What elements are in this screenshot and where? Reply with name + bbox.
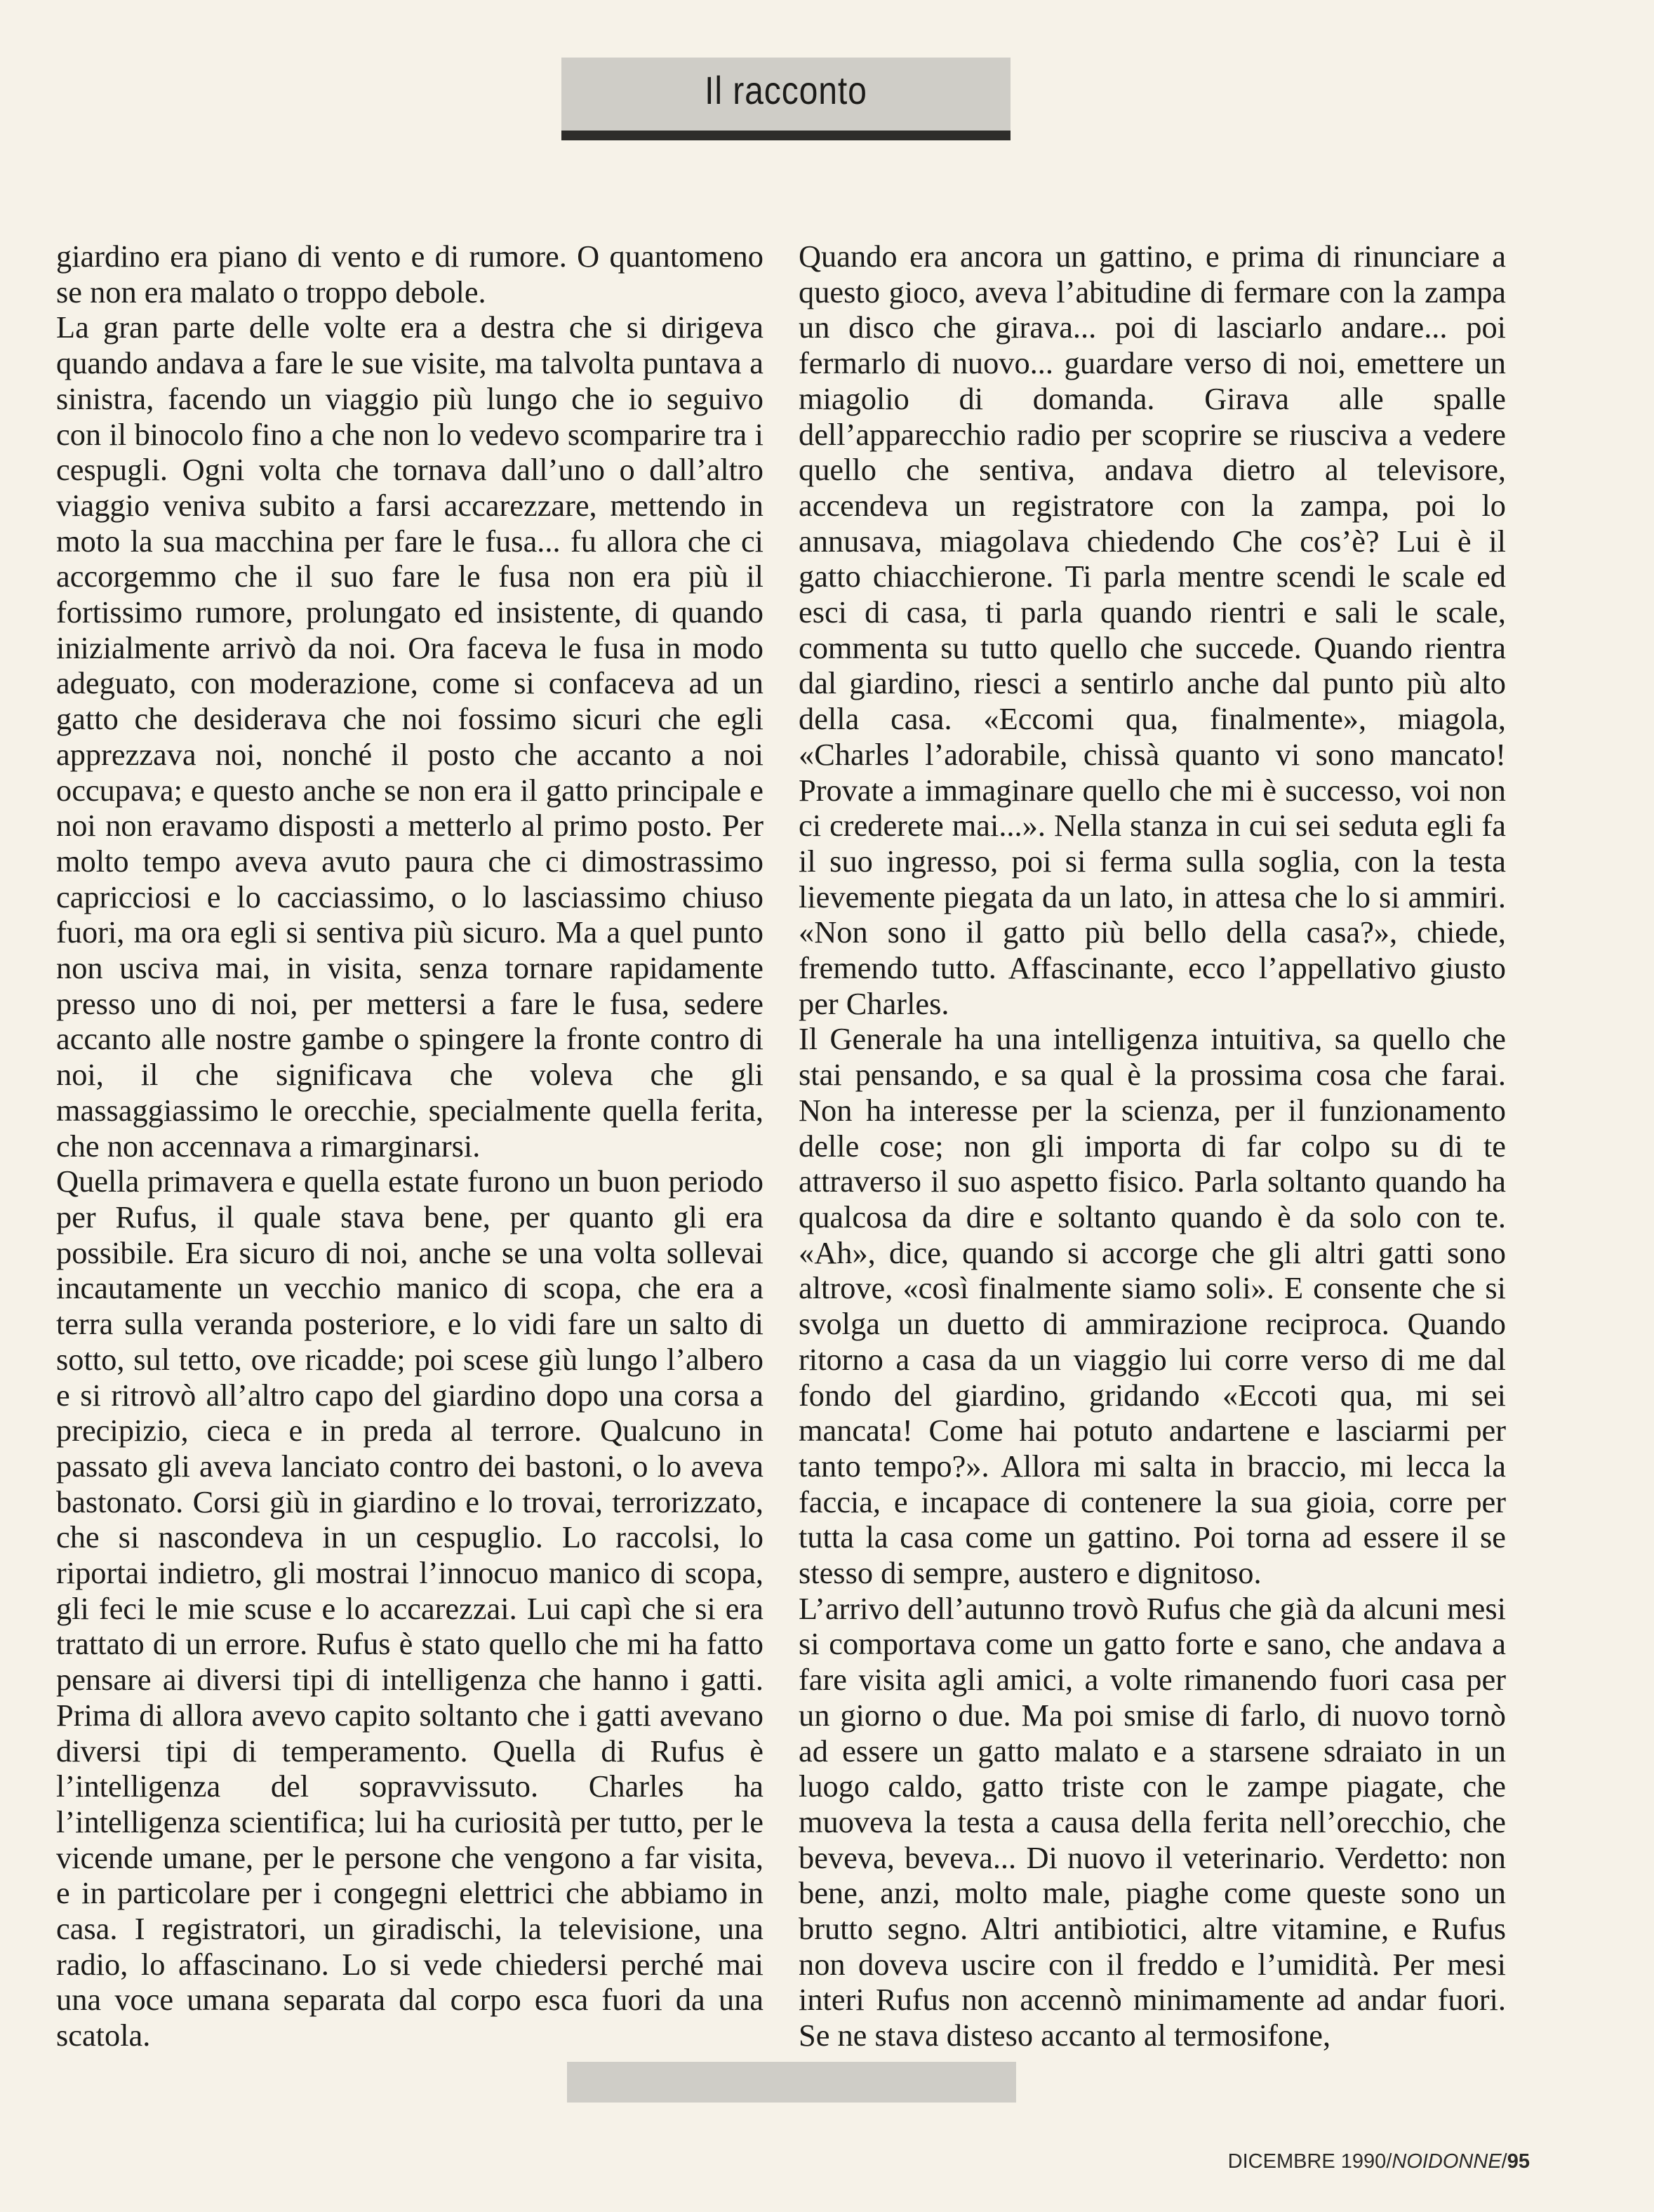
page-number: 95 (1507, 2150, 1530, 2173)
paragraph: Quando era ancora un gattino, e prima di rinunciare a questo gioco, aveva l’abitudine di fermare con la zampa un disco che girava... poi di lasciarlo andare... poi fermarlo di nuovo... guardare verso di noi, emettere un miagolio di domanda. Girava alle spalle dell’apparecchio radio per scoprire se riusciva a vedere quello che sentiva, andava dietro al televisore, accendeva un registratore con la zampa, poi lo annusava, miagolava chiedendo Che cos’è? Lui è il gatto chiacchierone. Ti parla mentre scendi le scale ed esci di casa, ti parla quando rientri e sali le scale, commenta su tutto quello che succede. Quando rientra dal giardino, riesci a sentirlo anche dal punto più alto della casa. «Eccomi qua, finalmente», miagola, «Charles l’adorabile, chissà quanto vi sono mancato! Provate a immaginare quello che mi è successo, voi non ci crederete mai...». Nella stanza in cui sei seduta egli fa il suo ingresso, poi si ferma sulla soglia, con la testa lievemente piegata da un lato, in attesa che lo si ammiri. «Non sono il gatto più bello della casa?», chiede, fremendo tutto. Affascinante, ecco l’appellativo giusto per Charles. (799, 239, 1506, 1021)
section-header-tab (561, 58, 1011, 140)
paragraph: La gran parte delle volte era a destra che si dirigeva quando andava a fare le sue visite, ma talvolta puntava a sinistra, facendo un viaggio più lungo che io seguivo con il binocolo fino a che non lo vedevo scomparire tra i cespugli. Ogni volta che tornava dall’uno o dall’altro viaggio veniva subito a farsi accarezzare, mettendo in moto la sua macchina per fare le fusa... fu allora che ci accorgemmo che il suo fare le fusa non era più il fortissimo rumore, prolungato ed insistente, di quando inizialmente arrivò da noi. Ora faceva le fusa in modo adeguato, con moderazione, come si confaceva ad un gatto che desiderava che noi fossimo sicuri che egli apprezzava noi, nonché il posto che accanto a noi occupava; e questo anche se non era il gatto principale e noi non eravamo disposti a metterlo al primo posto. Per molto tempo aveva avuto paura che ci dimostrassimo capricciosi e lo cacciassimo, o lo lasciassimo chiuso fuori, ma ora egli si sentiva più sicuro. Ma a quel punto non usciva mai, in visita, senza tornare rapidamente presso uno di noi, per mettersi a fare le fusa, sedere accanto alle nostre gambe o spingere la fronte contro di noi, il che significava che voleva che gli massaggiassimo le orecchie, specialmente quella ferita, che non accennava a rimarginarsi. (56, 309, 763, 1164)
paragraph: Quella primavera e quella estate furono un buon periodo per Rufus, il quale stava bene, per quanto gli era possibile. Era sicuro di noi, anche se una volta sollevai incautamente un vecchio manico di scopa, che era a terra sulla veranda posteriore, e lo vidi fare un salto di sotto, sul tetto, ove ricadde; poi scese giù lungo l’albero e si ritrovò all’altro capo del giardino dopo una corsa a precipizio, cieca e in preda al terrore. Qualcuno in passato gli aveva lanciato contro dei bastoni, o lo aveva bastonato. Corsi giù in giardino e lo trovai, terrorizzato, che si nascondeva in un cespuglio. Lo raccolsi, lo riportai indietro, gli mostrai l’innocuo manico di scopa, gli feci le mie scuse e lo accarezzai. Lui capì che si era trattato di un errore. Rufus è stato quello che mi ha fatto pensare ai diversi tipi di intelligenza che hanno i gatti. Prima di allora avevo capito soltanto che i gatti avevano diversi tipi di temperamento. Quella di Rufus è l’intelligenza del sopravvissuto. Charles ha l’intelligenza scientifica; lui ha curiosità per tutto, per le vicende umane, per le persone che vengono a far visita, e in particolare per i congegni elettrici che abbiamo in casa. I registratori, un giradischi, la televisione, una radio, lo affascinano. Lo si vede chiedersi perché mai una voce umana separata dal corpo esca fuori da una scatola. (56, 1164, 763, 2053)
section-title: Il racconto (705, 68, 867, 112)
footer-separator: / (1501, 2150, 1507, 2173)
footer-separator: / (1386, 2150, 1392, 2173)
paragraph: giardino era piano di vento e di rumore. O quantomeno se non era malato o troppo debole. (56, 239, 763, 309)
text-column-left (56, 239, 763, 2053)
footer-magazine: NOIDONNE (1392, 2150, 1502, 2173)
text-column-right (799, 239, 1506, 2053)
bottom-decorative-bar (567, 2062, 1016, 2103)
footer-date: DICEMBRE 1990 (1227, 2150, 1387, 2173)
page-footer (1228, 2150, 1530, 2173)
section-header-rule (561, 131, 1011, 140)
paragraph: L’arrivo dell’autunno trovò Rufus che già da alcuni mesi si comportava come un gatto forte e sano, che andava a fare visita agli amici, a volte rimanendo fuori casa per un giorno o due. Ma poi smise di farlo, di nuovo tornò ad essere un gatto malato e a starsene sdraiato in un luogo caldo, gatto triste con le zampe piagate, che muoveva la testa a causa della ferita nell’orecchio, che beveva, beveva... Di nuovo il veterinario. Verdetto: non bene, anzi, molto male, piaghe come queste sono un brutto segno. Altri antibiotici, altre vitamine, e Rufus non doveva uscire con il freddo e l’umidità. Per mesi interi Rufus non accennò minimamente ad andar fuori. Se ne stava disteso accanto al termosifone, (799, 1590, 1506, 2053)
paragraph: Il Generale ha una intelligenza intuitiva, sa quello che stai pensando, e sa qual è la prossima cosa che farai. Non ha interesse per la scienza, per il funzionamento delle cose; non gli importa di far colpo su di te attraverso il suo aspetto fisico. Parla soltanto quando ha qualcosa da dire e soltanto quando è da solo con te. «Ah», dice, quando si accorge che gli altri gatti sono altrove, «così finalmente siamo soli». E consente che si svolga un duetto di ammirazione reciproca. Quando ritorno a casa da un viaggio lui corre verso di me dal fondo del giardino, gridando «Eccoti qua, mi sei mancata! Come hai potuto andartene e lasciarmi per tanto tempo?». Allora mi salta in braccio, mi lecca la faccia, e incapace di contenere la sua gioia, corre per tutta la casa come un gattino. Poi torna ad essere il se stesso di sempre, austero e dignitoso. (799, 1021, 1506, 1591)
